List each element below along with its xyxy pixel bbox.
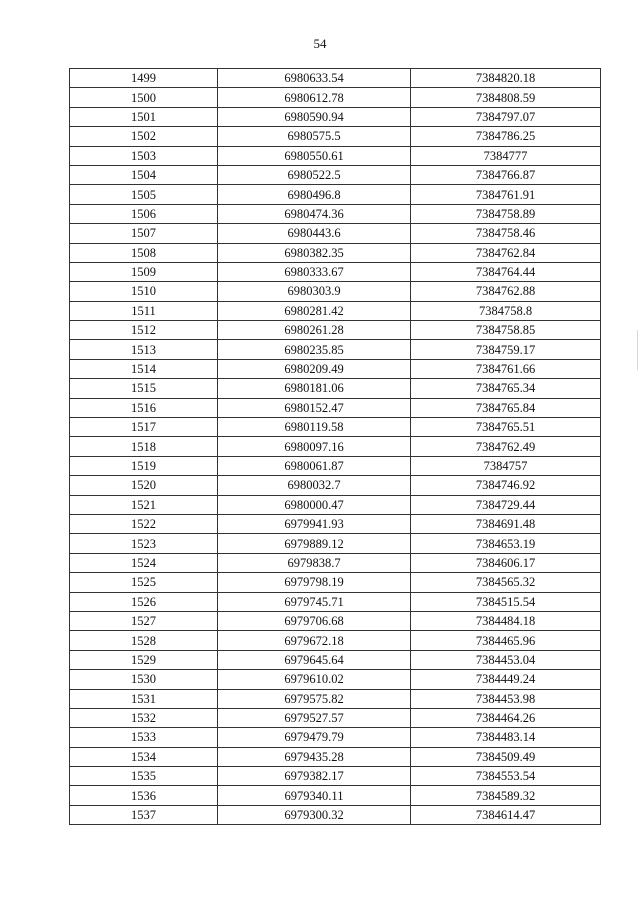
table-row — [70, 185, 601, 204]
y-coordinate-cell: 7384449.24 — [411, 670, 601, 689]
point-number-cell: 1514 — [70, 359, 218, 378]
point-number-cell: 1516 — [70, 398, 218, 417]
y-coordinate-cell: 7384762.84 — [411, 243, 601, 262]
table-row — [70, 340, 601, 359]
point-number-cell: 1518 — [70, 437, 218, 456]
coordinates-table — [69, 68, 601, 825]
x-coordinate-cell: 6979300.32 — [218, 805, 411, 824]
point-number-cell: 1529 — [70, 650, 218, 669]
x-coordinate-cell: 6980281.42 — [218, 301, 411, 320]
x-coordinate-cell: 6979889.12 — [218, 534, 411, 553]
table-row — [70, 282, 601, 301]
point-number-cell: 1510 — [70, 282, 218, 301]
table-row — [70, 670, 601, 689]
x-coordinate-cell: 6980181.06 — [218, 379, 411, 398]
x-coordinate-cell: 6980633.54 — [218, 69, 411, 88]
point-number-cell: 1537 — [70, 805, 218, 824]
point-number-cell: 1515 — [70, 379, 218, 398]
y-coordinate-cell: 7384453.04 — [411, 650, 601, 669]
y-coordinate-cell: 7384777 — [411, 146, 601, 165]
x-coordinate-cell: 6980496.8 — [218, 185, 411, 204]
table-row — [70, 689, 601, 708]
table-row — [70, 321, 601, 340]
table-row — [70, 631, 601, 650]
table-row — [70, 146, 601, 165]
table-row — [70, 592, 601, 611]
table-row — [70, 495, 601, 514]
y-coordinate-cell: 7384758.85 — [411, 321, 601, 340]
table-row — [70, 359, 601, 378]
point-number-cell: 1509 — [70, 262, 218, 281]
table-row — [70, 88, 601, 107]
table-row — [70, 805, 601, 824]
table-row — [70, 301, 601, 320]
point-number-cell: 1531 — [70, 689, 218, 708]
point-number-cell: 1504 — [70, 165, 218, 184]
y-coordinate-cell: 7384764.44 — [411, 262, 601, 281]
y-coordinate-cell: 7384691.48 — [411, 514, 601, 533]
y-coordinate-cell: 7384797.07 — [411, 107, 601, 126]
point-number-cell: 1536 — [70, 786, 218, 805]
x-coordinate-cell: 6979838.7 — [218, 553, 411, 572]
table-row — [70, 767, 601, 786]
y-coordinate-cell: 7384729.44 — [411, 495, 601, 514]
table-row — [70, 437, 601, 456]
y-coordinate-cell: 7384553.54 — [411, 767, 601, 786]
x-coordinate-cell: 6980235.85 — [218, 340, 411, 359]
point-number-cell: 1526 — [70, 592, 218, 611]
table-row — [70, 262, 601, 281]
x-coordinate-cell: 6979745.71 — [218, 592, 411, 611]
x-coordinate-cell: 6980333.67 — [218, 262, 411, 281]
table-row — [70, 708, 601, 727]
point-number-cell: 1507 — [70, 224, 218, 243]
y-coordinate-cell: 7384808.59 — [411, 88, 601, 107]
y-coordinate-cell: 7384515.54 — [411, 592, 601, 611]
coordinates-table-body — [70, 69, 601, 825]
y-coordinate-cell: 7384758.8 — [411, 301, 601, 320]
table-row — [70, 553, 601, 572]
x-coordinate-cell: 6979941.93 — [218, 514, 411, 533]
point-number-cell: 1508 — [70, 243, 218, 262]
table-row — [70, 165, 601, 184]
y-coordinate-cell: 7384762.88 — [411, 282, 601, 301]
table-row — [70, 786, 601, 805]
table-row — [70, 418, 601, 437]
point-number-cell: 1527 — [70, 611, 218, 630]
point-number-cell: 1499 — [70, 69, 218, 88]
x-coordinate-cell: 6980575.5 — [218, 127, 411, 146]
table-row — [70, 476, 601, 495]
y-coordinate-cell: 7384759.17 — [411, 340, 601, 359]
y-coordinate-cell: 7384565.32 — [411, 573, 601, 592]
table-row — [70, 650, 601, 669]
x-coordinate-cell: 6980303.9 — [218, 282, 411, 301]
y-coordinate-cell: 7384786.25 — [411, 127, 601, 146]
point-number-cell: 1522 — [70, 514, 218, 533]
point-number-cell: 1506 — [70, 204, 218, 223]
y-coordinate-cell: 7384484.18 — [411, 611, 601, 630]
point-number-cell: 1525 — [70, 573, 218, 592]
point-number-cell: 1517 — [70, 418, 218, 437]
x-coordinate-cell: 6980097.16 — [218, 437, 411, 456]
table-row — [70, 747, 601, 766]
table-row — [70, 204, 601, 223]
point-number-cell: 1530 — [70, 670, 218, 689]
y-coordinate-cell: 7384762.49 — [411, 437, 601, 456]
x-coordinate-cell: 6979435.28 — [218, 747, 411, 766]
y-coordinate-cell: 7384464.26 — [411, 708, 601, 727]
x-coordinate-cell: 6980209.49 — [218, 359, 411, 378]
y-coordinate-cell: 7384465.96 — [411, 631, 601, 650]
y-coordinate-cell: 7384765.84 — [411, 398, 601, 417]
point-number-cell: 1505 — [70, 185, 218, 204]
x-coordinate-cell: 6979645.64 — [218, 650, 411, 669]
y-coordinate-cell: 7384758.46 — [411, 224, 601, 243]
table-row — [70, 107, 601, 126]
x-coordinate-cell: 6979340.11 — [218, 786, 411, 805]
x-coordinate-cell: 6980522.5 — [218, 165, 411, 184]
table-row — [70, 573, 601, 592]
x-coordinate-cell: 6980382.35 — [218, 243, 411, 262]
y-coordinate-cell: 7384765.34 — [411, 379, 601, 398]
scan-edge-mark — [637, 330, 638, 370]
point-number-cell: 1512 — [70, 321, 218, 340]
table-row — [70, 398, 601, 417]
y-coordinate-cell: 7384453.98 — [411, 689, 601, 708]
x-coordinate-cell: 6980061.87 — [218, 456, 411, 475]
point-number-cell: 1500 — [70, 88, 218, 107]
y-coordinate-cell: 7384765.51 — [411, 418, 601, 437]
y-coordinate-cell: 7384820.18 — [411, 69, 601, 88]
x-coordinate-cell: 6979706.68 — [218, 611, 411, 630]
x-coordinate-cell: 6980474.36 — [218, 204, 411, 223]
y-coordinate-cell: 7384606.17 — [411, 553, 601, 572]
table-row — [70, 243, 601, 262]
x-coordinate-cell: 6979672.18 — [218, 631, 411, 650]
y-coordinate-cell: 7384761.91 — [411, 185, 601, 204]
point-number-cell: 1513 — [70, 340, 218, 359]
point-number-cell: 1534 — [70, 747, 218, 766]
point-number-cell: 1533 — [70, 728, 218, 747]
point-number-cell: 1532 — [70, 708, 218, 727]
x-coordinate-cell: 6980612.78 — [218, 88, 411, 107]
x-coordinate-cell: 6980000.47 — [218, 495, 411, 514]
y-coordinate-cell: 7384653.19 — [411, 534, 601, 553]
y-coordinate-cell: 7384483.14 — [411, 728, 601, 747]
y-coordinate-cell: 7384589.32 — [411, 786, 601, 805]
point-number-cell: 1502 — [70, 127, 218, 146]
table-row — [70, 456, 601, 475]
x-coordinate-cell: 6979798.19 — [218, 573, 411, 592]
point-number-cell: 1523 — [70, 534, 218, 553]
x-coordinate-cell: 6980261.28 — [218, 321, 411, 340]
point-number-cell: 1524 — [70, 553, 218, 572]
point-number-cell: 1519 — [70, 456, 218, 475]
x-coordinate-cell: 6980119.58 — [218, 418, 411, 437]
x-coordinate-cell: 6980550.61 — [218, 146, 411, 165]
x-coordinate-cell: 6979382.17 — [218, 767, 411, 786]
x-coordinate-cell: 6979575.82 — [218, 689, 411, 708]
table-row — [70, 224, 601, 243]
y-coordinate-cell: 7384766.87 — [411, 165, 601, 184]
page-number: 54 — [313, 36, 327, 51]
point-number-cell: 1528 — [70, 631, 218, 650]
point-number-cell: 1503 — [70, 146, 218, 165]
x-coordinate-cell: 6980152.47 — [218, 398, 411, 417]
table-row — [70, 127, 601, 146]
point-number-cell: 1521 — [70, 495, 218, 514]
point-number-cell: 1501 — [70, 107, 218, 126]
table-row — [70, 379, 601, 398]
x-coordinate-cell: 6980590.94 — [218, 107, 411, 126]
table-row — [70, 611, 601, 630]
y-coordinate-cell: 7384746.92 — [411, 476, 601, 495]
x-coordinate-cell: 6979610.02 — [218, 670, 411, 689]
y-coordinate-cell: 7384758.89 — [411, 204, 601, 223]
x-coordinate-cell: 6980032.7 — [218, 476, 411, 495]
x-coordinate-cell: 6980443.6 — [218, 224, 411, 243]
table-row — [70, 514, 601, 533]
x-coordinate-cell: 6979479.79 — [218, 728, 411, 747]
point-number-cell: 1535 — [70, 767, 218, 786]
y-coordinate-cell: 7384509.49 — [411, 747, 601, 766]
y-coordinate-cell: 7384614.47 — [411, 805, 601, 824]
y-coordinate-cell: 7384757 — [411, 456, 601, 475]
table-row — [70, 69, 601, 88]
table-row — [70, 728, 601, 747]
point-number-cell: 1511 — [70, 301, 218, 320]
point-number-cell: 1520 — [70, 476, 218, 495]
y-coordinate-cell: 7384761.66 — [411, 359, 601, 378]
table-row — [70, 534, 601, 553]
x-coordinate-cell: 6979527.57 — [218, 708, 411, 727]
